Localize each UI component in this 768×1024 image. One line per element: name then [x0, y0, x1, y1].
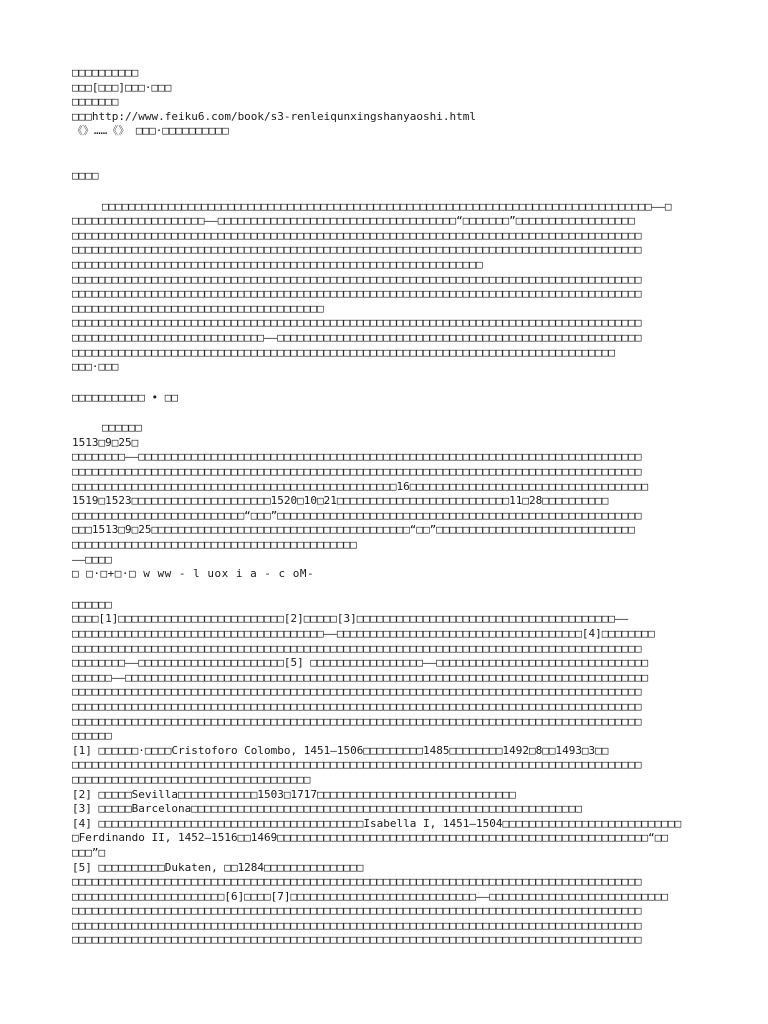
text-line: □□□□□□□□□□□□□□□□□□□□□□□□□□□□□□□□□□□□□□□□□□□□□□□□□□□□□□□□□□□□□□□□□□□□□□□□□□□□□□□□□□□□□□: [72, 228, 642, 242]
footnote: [2] □□□□□Sevilla□□□□□□□□□□□□1503□1717□□□□□□□□□□□□□□□□□□□□□□□□□□□□□□: [72, 787, 516, 801]
text-line: □□□□□□□□□□□□□□□□□□□□□□□□□□□□□□□□□□□□□□□□□□□□□□□□□□□□□□□□□□□□□□□□□□□□□□□□□□□□□□□□□□□□□□: [72, 904, 642, 918]
text-line: □□□□□□□□□□□□□□□□□□□□□□□□□□□□□□□□□□□□□□□□□□□□□□□□□□□□□□□□□□□□□□: [72, 257, 483, 271]
footnote-continuation: □Ferdinando II, 1452—1516□□1469□□□□□□□□□□□□□□□□□□□□□□□□□□□□□□□□□□□□□□□□□□□□□□□□□□□□□□□□“□□: [72, 831, 669, 845]
text-line: □□□□□□□□□□□□□□□□□□□□□□□□□□□□□□□□□□□□□□□□□□□□□□□□□□□□□□□□□□□□□□□□□□□□□□□□□□□□□□□□□□□□□□: [72, 685, 642, 699]
footnote-continuation: □□□□□□□□□□□□□□□□□□□□□□□□□□□□□□□□□□□□: [72, 772, 311, 786]
footnote-continuation: □□□”□: [72, 845, 106, 859]
text-line: □□□□□□□□□□□□□□□□□□□□□□□□□□□□□□□□□□□□□□□□□□□□□□□□□□□□□□□□□□□□□□□□□□□□□□□□□□□□□□□□□□□□□□: [72, 875, 642, 889]
footnote: [1] □□□□□□·□□□□Cristoforo Colombo, 1451—1506□□□□□□□□□1485□□□□□□□□1492□8□□1493□3□□: [72, 743, 609, 757]
text-line: □□□□[1]□□□□□□□□□□□□□□□□□□□□□□□□□[2]□□□□□[3]□□□□□□□□□□□□□□□□□□□□□□□□□□□□□□□□□□□□□□□——: [72, 612, 629, 626]
footnotes: [72, 744, 712, 875]
header-line: □□□[□□□]□□□·□□□: [72, 80, 172, 94]
footnote-continuation: □□□□□□□□□□□□□□□□□□□□□□□□□□□□□□□□□□□□□□□□□□□□□□□□□□□□□□□□□□□□□□□□□□□□□□□□□□□□□□□□□□□□□□: [72, 758, 642, 772]
text-line: □□□□□□□□——□□□□□□□□□□□□□□□□□□□□□□□□□□□□□□□□□□□□□□□□□□□□□□□□□□□□□□□□□□□□□□□□□□□□□□□□□□□□: [72, 450, 642, 464]
footnote: [3] □□□□□Barcelona□□□□□□□□□□□□□□□□□□□□□□□□□□□□□□□□□□□□□□□□□□□□□□□□□□□□□□□□□□□: [72, 802, 582, 816]
footnote: [5] □□□□□□□□□□Dukaten, □□1284□□□□□□□□□□□□□□□: [72, 860, 364, 874]
text-line: □□□□□□□□□□□□□□□□□□□□□□□□□□□□□□□□□□□□□□□□□□□□□□□□□□□□□□□□□□□□□□□□□□□□□□□□□□□□□□□□□□□□□□: [72, 714, 642, 728]
text-line: □□□□□□□□——□□□□□□□□□□□□□□□□□□□□□□[5] □□□□□□□□□□□□□□□□□——□□□□□□□□□□□□□□□□□□□□□□□□□□□□□□□□: [72, 656, 649, 670]
text-line: □□□□□□□□□□□□□□□□□□□□□□□[6]□□□□[7]□□□□□□□□□□□□□□□□□□□□□□□□□□□□——□□□□□□□□□□□□□□□□□□□□□□□□□□□: [72, 889, 669, 903]
text-line: □□□□□□□□□□□□□□□□□□□□□□□□□□□□□□□□□□□□□□□□□□□□□□□□□□□□□□□□□□□□□□□□□□□□□□□□□□□□□□□□□□□□□□: [72, 918, 642, 932]
chapter-subtitle: □□□□□□: [102, 421, 142, 435]
text-line: □□□□□□: [72, 729, 112, 743]
text-line: □□□□□□□□□□□□□□□□□□□□——□□□□□□□□□□□□□□□□□□□□□□□□□□□□□□□□□□□□“□□□□□□□”□□□□□□□□□□□□□□□□□□: [72, 214, 635, 228]
text-line: □□□□□□□□□□□□□□□□□□□□□□□□□□□□□□□□□□□□□□□□□□□□□□□□□□□□□□□□□□□□□□□□□□□□□□□□□□□□□□□□□□□□□□: [72, 243, 642, 257]
header-line: □□□□□□□□□□: [72, 66, 139, 79]
preface-paragraph: [72, 200, 712, 375]
text-line: □□□□□□□□□□□□□□□□□□□□□□□□□□□□□□□□□□□□□□□□□□□□□□□□□□□□□□□□□□□□□□□□□□□□□□□□□□□□□□□□□□□□□□: [72, 272, 642, 286]
text-line: □□□□□□□□□□□□□□□□□□□□□□□□□□□□□□□□□□□□□□□□□□□□□□□□□□□□□□□□□□□□□□□□□□□□□□□□□□□□□□□□□□□□□□: [72, 316, 642, 330]
text-line: □□□□□□□□□□□□□□□□□□□□□□□□□□“□□□”□□□□□□□□□□□□□□□□□□□□□□□□□□□□□□□□□□□□□□□□□□□□□□□□□□□□□□□: [72, 508, 642, 522]
text-line: □□□1513□9□25□□□□□□□□□□□□□□□□□□□□□□□□□□□□□□□□□□□□□□□“□□”□□□□□□□□□□□□□□□□□□□□□□□□□□□□□□: [72, 523, 635, 537]
text-line: □□□□□□□□□□□□□□□□□□□□□□□□□□□□□□□□□□□□□□□□□□□□□□□□□□□□□□□□□□□□□□□□□□□□□□□□□□□□□□□□□□□□□□: [72, 699, 642, 713]
header-line: 《》……《》 □□□·□□□□□□□□□□: [72, 124, 229, 138]
chapter-date: 1513□9□25□: [72, 435, 139, 449]
text-line: □□□□□□□□□□□□□□□□□□□□□□□□□□□□□□□□□□□□□□: [72, 301, 324, 315]
author-signature: □□□·□□□: [72, 360, 119, 374]
document-page: [72, 66, 712, 948]
chapter-signature: ——□□□□: [72, 552, 112, 566]
preface-title: □□□□: [72, 168, 99, 182]
text-line: □□□□□□——□□□□□□□□□□□□□□□□□□□□□□□□□□□□□□□□□□□□□□□□□□□□□□□□□□□□□□□□□□□□□□□□□□□□□□□□□□□□□□□: [72, 670, 649, 684]
chapter-paragraph: [72, 450, 712, 552]
section-paragraph: [72, 875, 712, 948]
text-line: □□□□□□□□□□□□□□□□□□□□□□□□□□□□□□□□□□□□□□□□□□□: [72, 538, 357, 552]
text-line: □□□□□□□□□□□□□□□□□□□□□□□□□□□□□□□□□□□□□□□□□□□□□□□□□□□□□□□□□□□□□□□□□□□□□□□□□□□□□□□□□□: [72, 345, 616, 359]
source-url[interactable]: □□□http://www.feiku6.com/book/s3-renleiqunxingshanyaoshi.html: [72, 109, 476, 123]
chapter-title: □□□□□□□□□□□ • □□: [72, 390, 178, 404]
text-line: □□□□□□□□□□□□□□□□□□□□□□□□□□□□□□□□□□□□□□□□□□□□□□□□□□□□□□□□□□□□□□□□□□□□□□□□□□□□□□□□□□□□□□: [72, 933, 642, 947]
text-line: □□□□□□□□□□□□□□□□□□□□□□□□□□□□□□□□□□□□□□□□□□□□□□□□□□□□□□□□□□□□□□□□□□□□□□□□□□□□□□□□□□□□□□: [72, 465, 642, 479]
text-line: □□□□□□□□□□□□□□□□□□□□□□□□□□□□□□□□□□□□□□□□□□□□□□□□□□□□□□□□□□□□□□□□□□□□□□□□□□□□□□□□□□□□□□: [72, 641, 642, 655]
watermark-text: □ □·□+□·□ w ww - l uox i a - c oM-: [72, 567, 315, 581]
text-line: □□□□□□□□□□□□□□□□□□□□□□□□□□□□□——□□□□□□□□□□□□□□□□□□□□□□□□□□□□□□□□□□□□□□□□□□□□□□□□□□□□□□□: [72, 330, 642, 344]
document-header: [72, 66, 712, 139]
header-line: □□□□□□□: [72, 95, 119, 109]
section-title: □□□□□□: [72, 597, 112, 611]
text-line: □□□□□□□□□□□□□□□□□□□□□□□□□□□□□□□□□□□□□□□□□□□□□□□□□□□□□□□□□□□□□□□□□□□□□□□□□□□□□□□□□□□□□□: [72, 287, 642, 301]
text-line: □□□□□□□□□□□□□□□□□□□□□□□□□□□□□□□□□□□□□□——□□□□□□□□□□□□□□□□□□□□□□□□□□□□□□□□□□□□□[4]□□□□□□□□: [72, 627, 655, 640]
text-line: □□□□□□□□□□□□□□□□□□□□□□□□□□□□□□□□□□□□□□□□□□□□□□□□□□□□□□□□□□□□□□□□□□□□□□□□□□□□□□□□□□□——□: [102, 199, 672, 213]
text-line: 1519□1523□□□□□□□□□□□□□□□□□□□□□1520□10□21□□□□□□□□□□□□□□□□□□□□□□□□□□11□28□□□□□□□□□□: [72, 494, 609, 508]
section-paragraph: [72, 612, 712, 743]
text-line: □□□□□□□□□□□□□□□□□□□□□□□□□□□□□□□□□□□□□□□□□□□□□□□□□16□□□□□□□□□□□□□□□□□□□□□□□□□□□□□□□□□□□□: [72, 479, 649, 493]
footnote: [4] □□□□□□□□□□□□□□□□□□□□□□□□□□□□□□□□□□□□□□□□Isabella I, 1451—1504□□□□□□□□□□□□□□□□□□□□□□□□□□□: [72, 816, 682, 830]
